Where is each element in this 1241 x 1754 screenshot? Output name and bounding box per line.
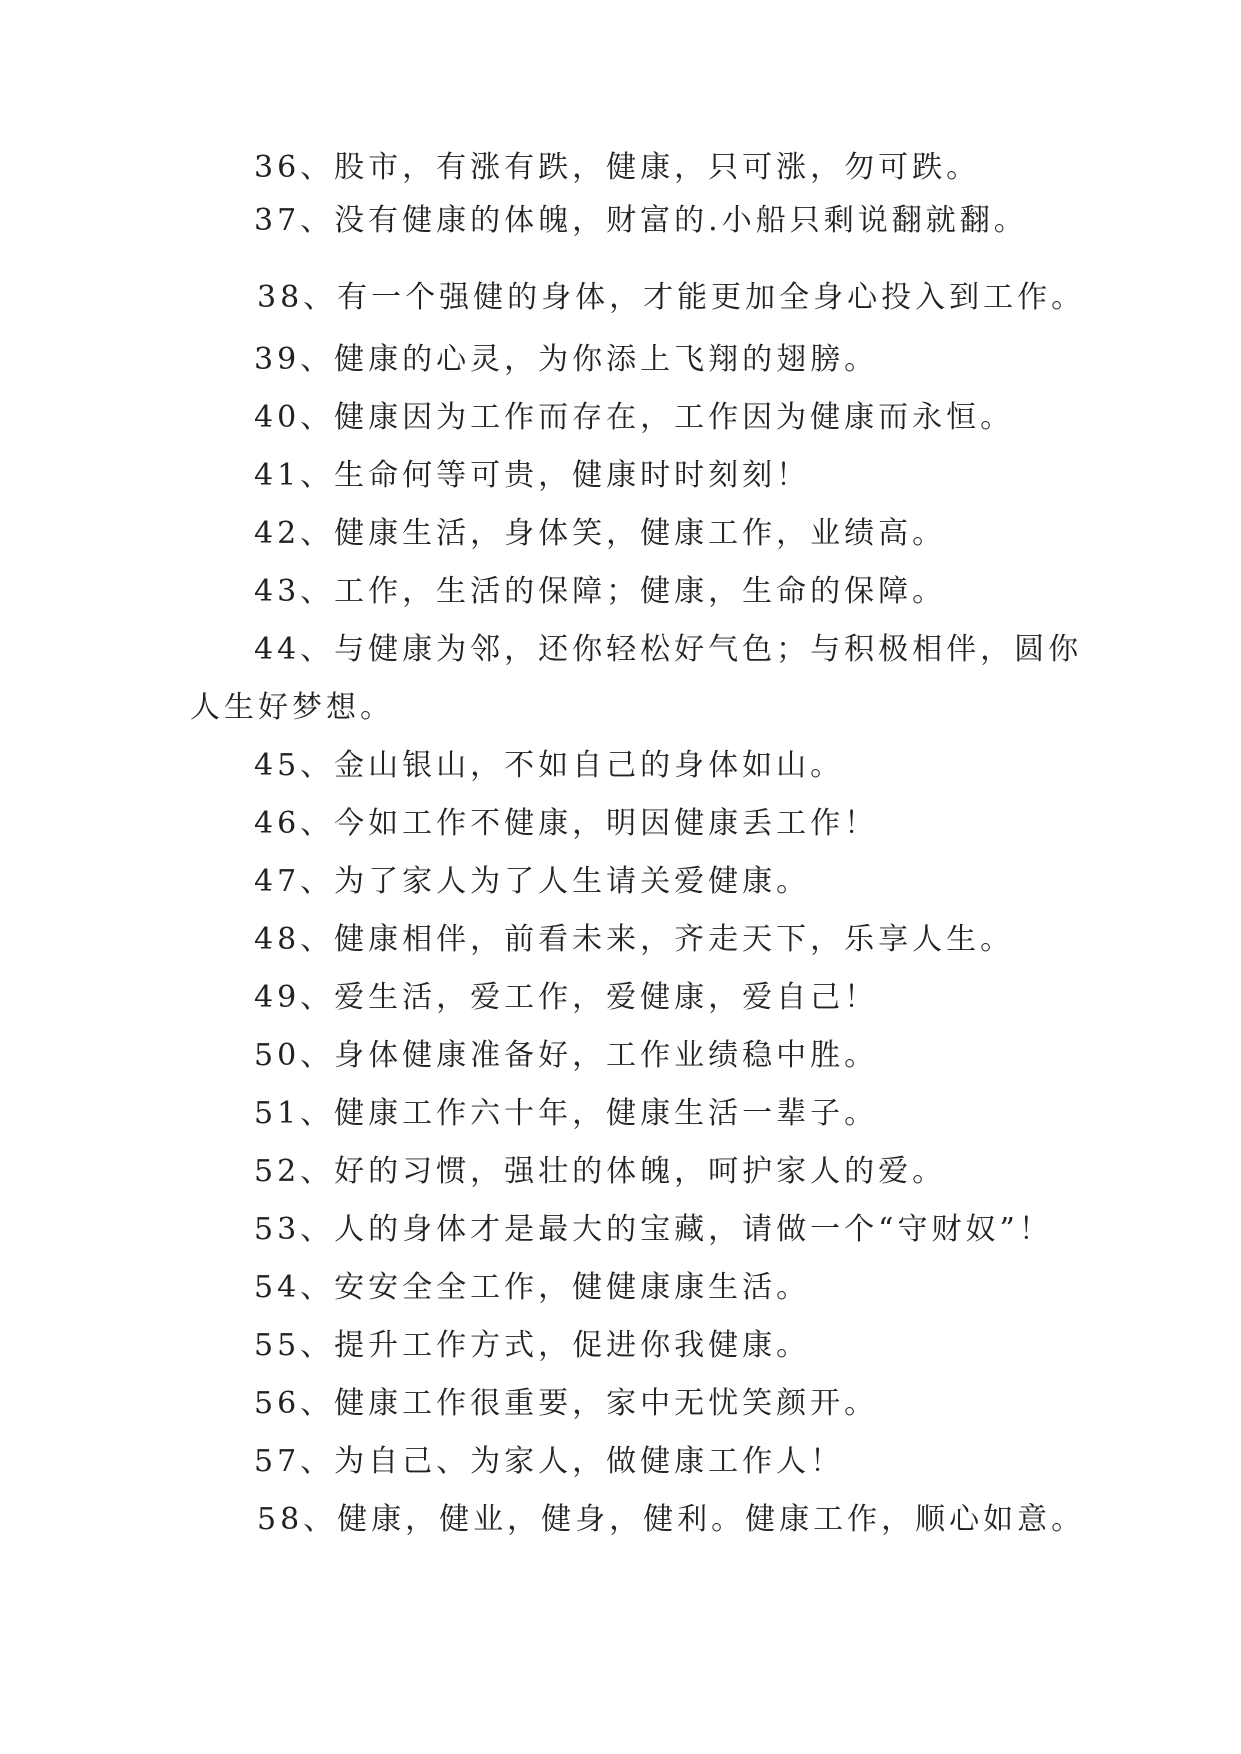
slogan-line-44: 44、与健康为邻，还你轻松好气色；与积极相伴，圆你 [254, 632, 1083, 667]
slogan-line-45: 45、金山银山，不如自己的身体如山。 [254, 748, 845, 783]
slogan-line-57: 57、为自己、为家人，做健康工作人！ [254, 1444, 845, 1479]
slogan-line-53: 53、人的身体才是最大的宝藏，请做一个“守财奴”！ [254, 1212, 1053, 1247]
slogan-line-40: 40、健康因为工作而存在，工作因为健康而永恒。 [254, 400, 1015, 435]
slogan-line-54: 54、安安全全工作，健健康康生活。 [254, 1270, 811, 1305]
slogan-line-39: 39、健康的心灵，为你添上飞翔的翅膀。 [254, 342, 879, 377]
slogan-line-50: 50、身体健康准备好，工作业绩稳中胜。 [254, 1038, 879, 1073]
slogan-line-38: 38、有一个强健的身体，才能更加全身心投入到工作。 [257, 280, 1086, 315]
slogan-line-49: 49、爱生活，爱工作，爱健康，爱自己！ [254, 980, 879, 1015]
slogan-line-41: 41、生命何等可贵，健康时时刻刻！ [254, 458, 811, 493]
slogan-line-43: 43、工作，生活的保障；健康，生命的保障。 [254, 574, 947, 609]
slogan-line-56: 56、健康工作很重要，家中无忧笑颜开。 [254, 1386, 879, 1421]
slogan-line-36: 36、股市，有涨有跌，健康，只可涨，勿可跌。 [254, 150, 981, 185]
slogan-line-58: 58、健康，健业，健身，健利。健康工作，顺心如意。 [257, 1502, 1086, 1537]
slogan-line-55: 55、提升工作方式，促进你我健康。 [254, 1328, 811, 1363]
slogan-line-52: 52、好的习惯，强壮的体魄，呵护家人的爱。 [254, 1154, 947, 1189]
slogan-line-48: 48、健康相伴，前看未来，齐走天下，乐享人生。 [254, 922, 1015, 957]
slogan-line-51: 51、健康工作六十年，健康生活一辈子。 [254, 1096, 879, 1131]
slogan-line-42: 42、健康生活，身体笑，健康工作，业绩高。 [254, 516, 947, 551]
slogan-line-46: 46、今如工作不健康，明因健康丢工作！ [254, 806, 879, 841]
slogan-line-47: 47、为了家人为了人生请关爱健康。 [254, 864, 811, 899]
slogan-line-44-continued: 人生好梦想。 [190, 690, 394, 725]
slogan-line-37: 37、没有健康的体魄，财富的.小船只剩说翻就翻。 [254, 203, 1028, 238]
